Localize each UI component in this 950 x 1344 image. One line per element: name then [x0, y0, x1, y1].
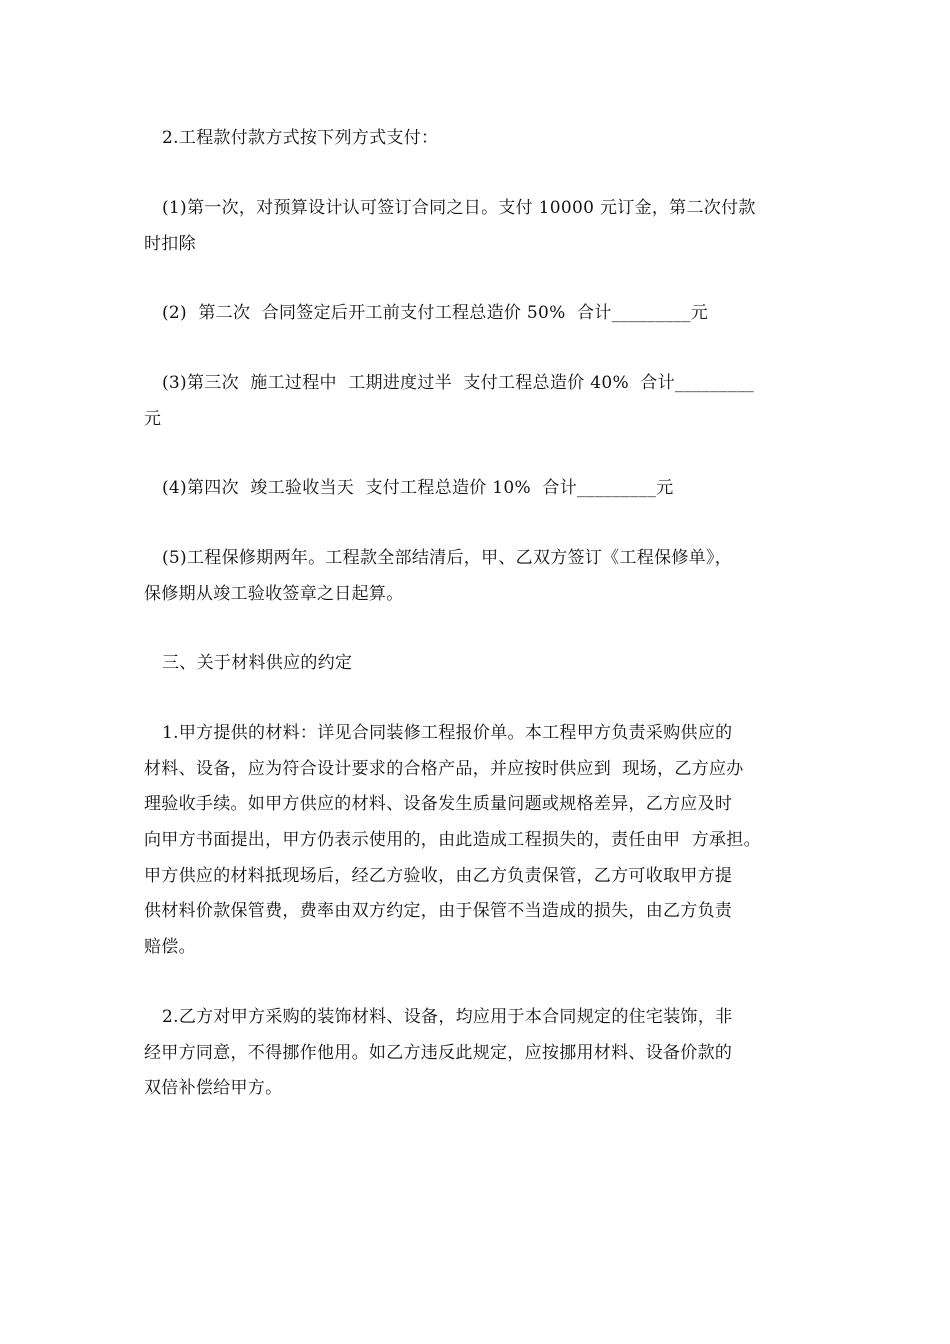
payment-item-1-line-2: 时扣除 [144, 234, 196, 254]
payment-item-4: (4)第四次 竣工验收当天 支付工程总造价 10% 合计_________元 [162, 478, 674, 498]
materials-clause-2-line-1: 2.乙方对甲方采购的装饰材料、设备，均应用于本合同规定的住宅装饰，非 [162, 1007, 733, 1027]
payment-method-heading: 2.工程款付款方式按下列方式支付： [162, 128, 439, 148]
materials-clause-1-line-7: 赔偿。 [144, 937, 196, 957]
payment-item-5-line-2: 保修期从竣工验收签章之日起算。 [144, 584, 404, 604]
section-three-heading: 三、关于材料供应的约定 [162, 653, 353, 673]
materials-clause-1-line-3: 理验收手续。如甲方供应的材料、设备发生质量问题或规格差异，乙方应及时 [144, 794, 733, 814]
materials-clause-1-line-6: 供材料价款保管费，费率由双方约定，由于保管不当造成的损失，由乙方负责 [144, 901, 733, 921]
materials-clause-2-line-2: 经甲方同意，不得挪作他用。如乙方违反此规定，应按挪用材料、设备价款的 [144, 1043, 733, 1063]
payment-item-3-line-2: 元 [144, 409, 162, 429]
materials-clause-1-line-2: 材料、设备，应为符合设计要求的合格产品，并应按时供应到 现场，乙方应办 [144, 759, 744, 779]
materials-clause-1-line-1: 1.甲方提供的材料：详见合同装修工程报价单。本工程甲方负责采购供应的 [162, 723, 733, 743]
payment-item-3-line-1: (3)第三次 施工过程中 工期进度过半 支付工程总造价 40% 合计_________ [162, 373, 755, 393]
materials-clause-2-line-3: 双倍补偿给甲方。 [144, 1078, 283, 1098]
materials-clause-1-line-4: 向甲方书面提出，甲方仍表示使用的，由此造成工程损失的，责任由甲 方承担。 [144, 830, 761, 850]
payment-item-5-line-1: (5)工程保修期两年。工程款全部结清后，甲、乙双方签订《工程保修单》， [162, 548, 733, 568]
materials-clause-1-line-5: 甲方供应的材料抵现场后，经乙方验收，由乙方负责保管，乙方可收取甲方提 [144, 866, 733, 886]
payment-item-1-line-1: (1)第一次，对预算设计认可签订合同之日。支付 10000 元订金，第二次付款 [162, 198, 756, 218]
payment-item-2: (2) 第二次 合同签定后开工前支付工程总造价 50% 合计_________元 [162, 303, 709, 323]
